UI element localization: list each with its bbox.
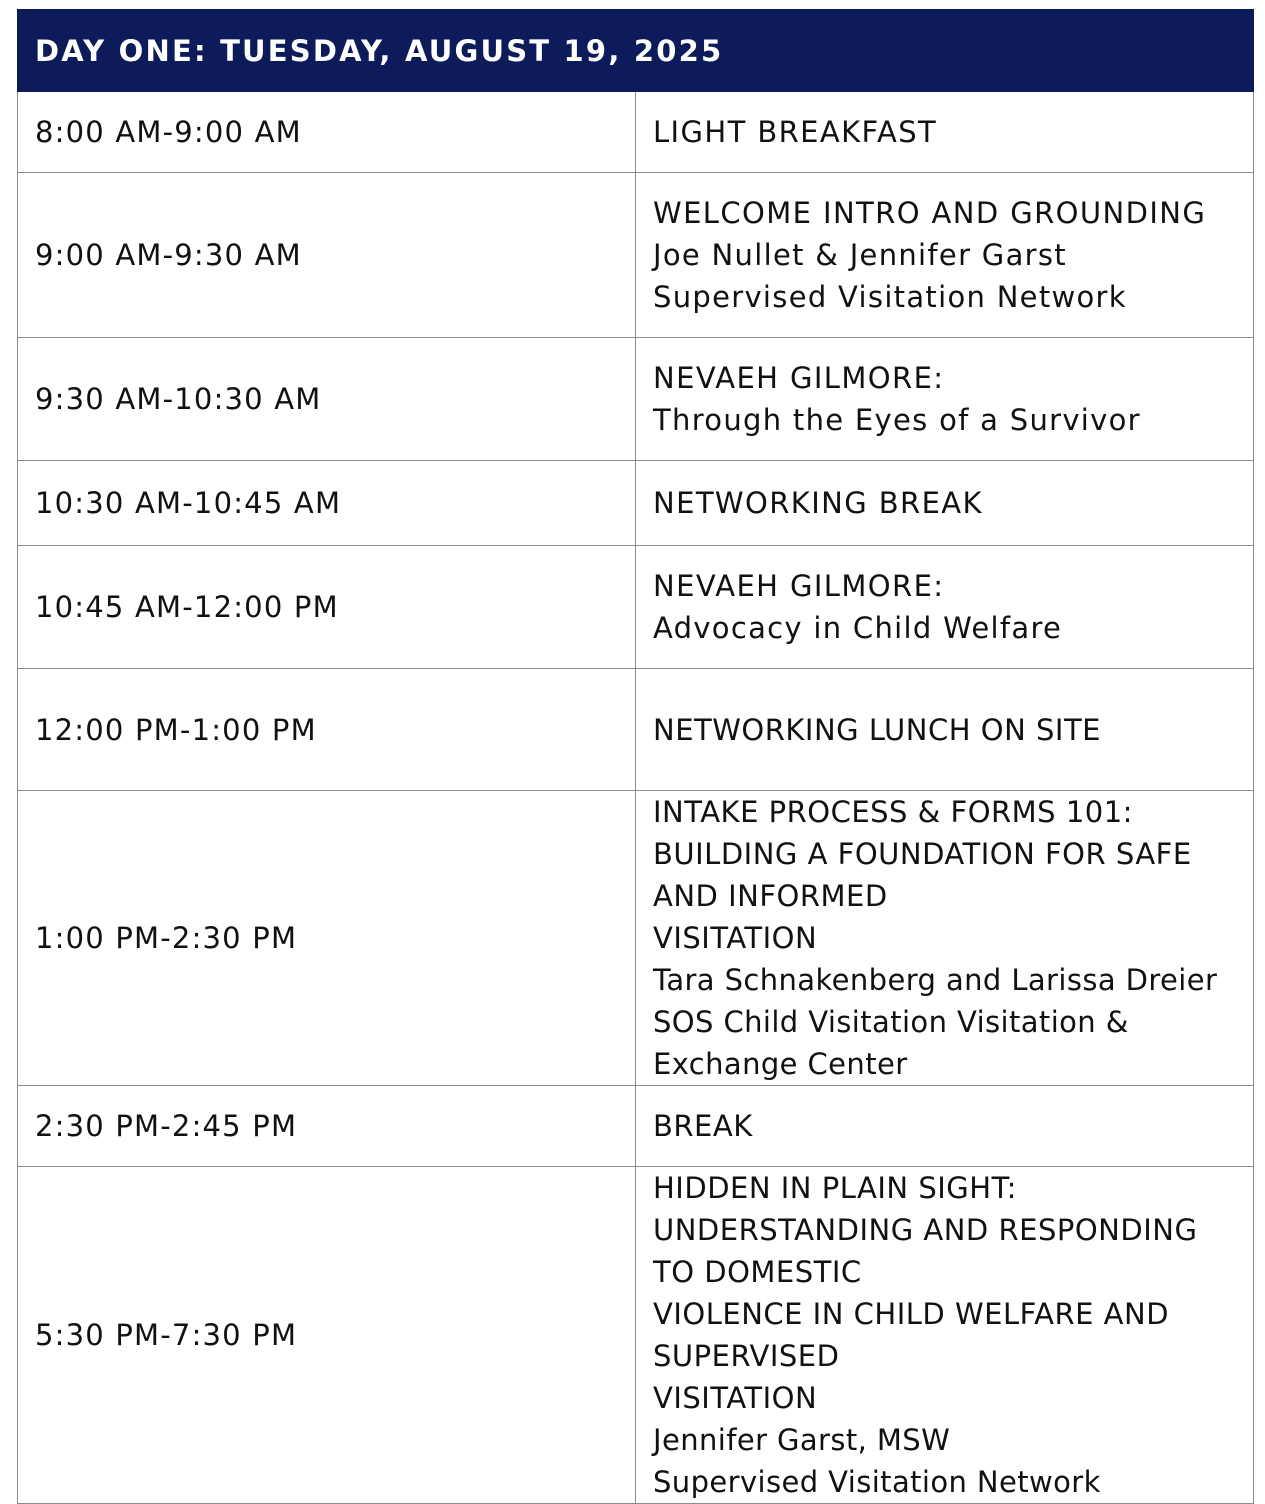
schedule-row [18,1086,1254,1167]
schedule-row [18,92,1254,173]
session-title-line: VISITATION [653,921,818,955]
session-title: NEVAEH GILMORE: [653,361,945,395]
session-title: WELCOME INTRO AND GROUNDING [653,196,1207,230]
session-time: 8:00 AM-9:00 AM [18,92,636,173]
session-details [636,1086,1254,1167]
session-title: NETWORKING BREAK [653,486,983,520]
session-time: 9:00 AM-9:30 AM [18,173,636,338]
session-title: LIGHT BREAKFAST [653,115,938,149]
session-time: 9:30 AM-10:30 AM [18,338,636,461]
session-organization: Supervised Visitation Network [653,280,1127,314]
session-time: 12:00 PM-1:00 PM [18,669,636,791]
session-title-line: HIDDEN IN PLAIN SIGHT: [653,1171,1017,1205]
day-header: DAY ONE: TUESDAY, AUGUST 19, 2025 [18,10,1254,92]
session-title-line: BUILDING A FOUNDATION FOR SAFE AND INFORMED [653,837,1192,913]
session-speaker: Joe Nullet & Jennifer Garst [653,238,1067,272]
session-subtitle: Advocacy in Child Welfare [653,611,1063,645]
session-title: NEVAEH GILMORE: [653,569,945,603]
schedule-row [18,338,1254,461]
schedule-header-row [18,10,1254,92]
session-details [636,546,1254,669]
session-title-line: VISITATION [653,1381,818,1415]
session-time: 1:00 PM-2:30 PM [18,791,636,1086]
schedule-row [18,461,1254,546]
session-speaker: Jennifer Garst, MSW [653,1423,951,1457]
session-time: 10:45 AM-12:00 PM [18,546,636,669]
session-details [636,791,1254,1086]
schedule-table [17,9,1254,1504]
session-speaker: Tara Schnakenberg and Larissa Dreier [653,963,1218,997]
session-organization: SOS Child Visitation Visitation & Exchange Center [653,1005,1129,1081]
schedule-row [18,1167,1254,1504]
session-time: 2:30 PM-2:45 PM [18,1086,636,1167]
session-subtitle: Through the Eyes of a Survivor [653,403,1141,437]
session-title-line: INTAKE PROCESS & FORMS 101: [653,795,1133,829]
session-time: 5:30 PM-7:30 PM [18,1167,636,1504]
session-details [636,92,1254,173]
session-title-line: VIOLENCE IN CHILD WELFARE AND SUPERVISED [653,1297,1170,1373]
session-title: BREAK [653,1109,753,1143]
schedule-row [18,173,1254,338]
schedule-row [18,669,1254,791]
session-details [636,173,1254,338]
session-title-line: UNDERSTANDING AND RESPONDING TO DOMESTIC [653,1213,1198,1289]
session-details [636,1167,1254,1504]
session-details [636,461,1254,546]
session-title: NETWORKING LUNCH ON SITE [653,712,1101,747]
schedule-row [18,791,1254,1086]
session-time: 10:30 AM-10:45 AM [18,461,636,546]
session-details [636,669,1254,791]
session-organization: Supervised Visitation Network [653,1465,1101,1499]
schedule-row [18,546,1254,669]
session-details [636,338,1254,461]
